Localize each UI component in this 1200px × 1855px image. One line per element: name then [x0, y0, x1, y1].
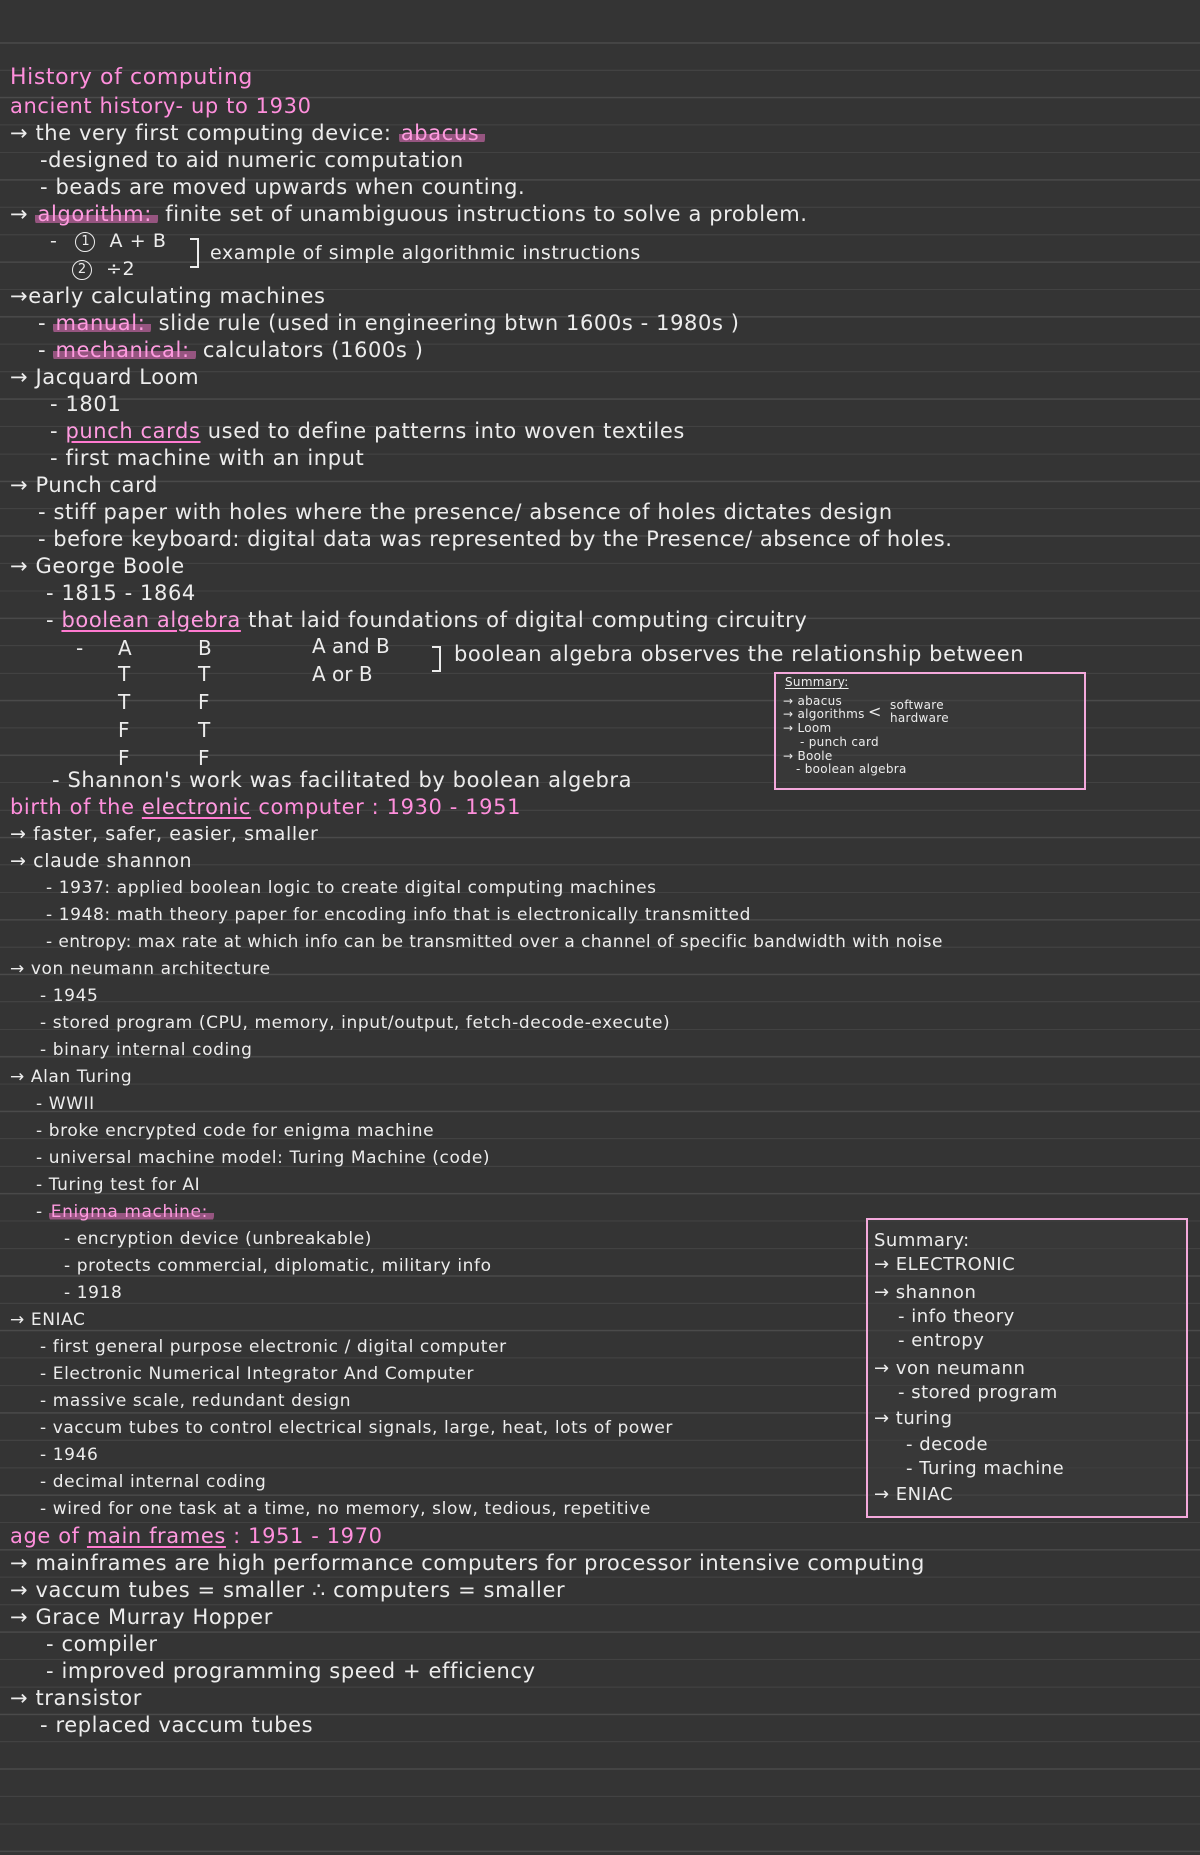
section-heading-ancient-history: ancient history- up to 1930 — [10, 94, 312, 118]
highlighted-term: Enigma machine: — [49, 1202, 214, 1222]
branch-arrow: < — [868, 702, 882, 721]
note-text: A + B — [109, 230, 167, 252]
summary-box-2 — [866, 1218, 1188, 1518]
note-line: boolean algebra observes the relationship between — [454, 642, 1025, 666]
note-line — [46, 607, 807, 633]
table-cell: T — [198, 718, 211, 742]
table-op-or: A or B — [312, 662, 373, 686]
bracket — [190, 238, 199, 268]
note-line: - Shannon's work was facilitated by boolean algebra — [52, 768, 633, 792]
note-line: - universal machine model: Turing Machine (code) — [36, 1148, 491, 1168]
note-line: - 1801 — [50, 392, 122, 416]
table-cell: F — [118, 746, 130, 770]
note-text: - — [38, 338, 54, 362]
note-line: - 1937: applied boolean logic to create digital computing machines — [46, 878, 657, 898]
note-line: → claude shannon — [10, 850, 193, 872]
summary-item: → algorithms — [783, 707, 865, 721]
summary-item: → Boole — [783, 749, 833, 763]
note-line: - improved programming speed + efficiency — [46, 1659, 536, 1683]
note-line: - massive scale, redundant design — [40, 1391, 352, 1411]
summary-item: → Loom — [783, 721, 832, 735]
summary-item: - Turing machine — [906, 1458, 1065, 1479]
summary-title: Summary: — [785, 675, 849, 689]
note-text: slide rule (used in engineering btwn 1600s - 1980s ) — [151, 311, 740, 335]
note-line: - broke encrypted code for enigma machine — [36, 1121, 435, 1141]
note-line: → transistor — [10, 1686, 142, 1710]
note-line: → mainframes are high performance computers for processor intensive computing — [10, 1551, 925, 1575]
summary-item: → ENIAC — [874, 1484, 954, 1505]
note-line: - first general purpose electronic / digital computer — [40, 1337, 507, 1357]
summary-branch: hardware — [890, 711, 949, 725]
note-text: that laid foundations of digital computing circuitry — [240, 608, 808, 632]
table-cell: F — [198, 746, 210, 770]
note-text: finite set of unambiguous instructions to solve a problem. — [157, 202, 808, 226]
note-text: - — [50, 419, 66, 443]
note-line: - compiler — [46, 1632, 158, 1656]
summary-item: - entropy — [898, 1330, 985, 1351]
note-line: - wired for one task at a time, no memory, slow, tedious, repetitive — [40, 1499, 651, 1519]
table-op-and: A and B — [312, 634, 390, 658]
note-line: - beads are moved upwards when counting. — [40, 175, 526, 199]
summary-box-1 — [774, 672, 1086, 790]
note-line: - 1946 — [40, 1445, 99, 1465]
highlighted-term: algorithm: — [35, 202, 157, 226]
note-text: used to define patterns into woven textiles — [200, 419, 685, 443]
note-line: - entropy: max rate at which info can be transmitted over a channel of specific bandwidth with noise — [46, 932, 943, 952]
heading-text: birth of the — [10, 795, 142, 819]
summary-item: - info theory — [898, 1306, 1015, 1327]
note-text: ÷2 — [106, 258, 136, 280]
page-title: History of computing — [10, 65, 253, 90]
note-line: - 1918 — [64, 1283, 123, 1303]
note-line: - before keyboard: digital data was represented by the Presence/ absence of holes. — [38, 527, 953, 551]
heading-text: computer : 1930 - 1951 — [251, 795, 522, 819]
note-line: → faster, safer, easier, smaller — [10, 823, 319, 845]
note-line: → Alan Turing — [10, 1067, 133, 1087]
note-line: → ENIAC — [10, 1310, 86, 1330]
note-line: - binary internal coding — [40, 1040, 253, 1060]
bracket — [432, 646, 441, 672]
table-cell: T — [118, 690, 131, 714]
highlighted-term: manual: — [53, 311, 151, 335]
note-text: - — [50, 230, 58, 252]
summary-title: Summary: — [874, 1230, 970, 1251]
circled-number: 2 — [72, 260, 92, 280]
note-line: - stiff paper with holes where the presence/ absence of holes dictates design — [38, 500, 893, 524]
section-heading-electronic — [10, 794, 521, 820]
note-line: - stored program (CPU, memory, input/output, fetch-decode-execute) — [40, 1013, 671, 1033]
underlined-term: boolean algebra — [61, 608, 241, 632]
summary-item: → ELECTRONIC — [874, 1254, 1016, 1275]
note-line: → Jacquard Loom — [10, 365, 200, 389]
circled-number: 1 — [75, 232, 95, 252]
highlighted-term: abacus — [399, 121, 485, 145]
note-line: - Electronic Numerical Integrator And Computer — [40, 1364, 475, 1384]
note-line: - 1948: math theory paper for encoding info that is electronically transmitted — [46, 905, 752, 925]
note-line — [50, 418, 685, 444]
heading-text: : 1951 - 1970 — [225, 1524, 383, 1548]
table-header-a: A — [118, 636, 132, 660]
note-text: - — [36, 1202, 49, 1222]
summary-item: - boolean algebra — [796, 762, 907, 776]
note-text: → the very first computing device: — [10, 121, 399, 145]
underlined-term: main frames — [86, 1524, 226, 1548]
note-line — [38, 337, 424, 363]
summary-item: → turing — [874, 1408, 953, 1429]
note-line: → Grace Murray Hopper — [10, 1605, 273, 1629]
note-line: - WWII — [36, 1094, 95, 1114]
highlighted-term: mechanical: — [53, 338, 195, 362]
note-text: calculators (1600s ) — [195, 338, 424, 362]
note-line: - replaced vaccum tubes — [40, 1713, 314, 1737]
note-line: - protects commercial, diplomatic, military info — [64, 1256, 492, 1276]
underlined-term: punch cards — [65, 419, 201, 443]
note-line: - 1945 — [40, 986, 99, 1006]
table-dash: - — [76, 636, 84, 660]
summary-item: → abacus — [783, 694, 843, 708]
note-line: →early calculating machines — [10, 284, 326, 308]
summary-item: → shannon — [874, 1282, 977, 1303]
note-line — [10, 120, 485, 146]
algorithm-example-step-2 — [72, 256, 135, 282]
table-header-b: B — [198, 636, 212, 660]
note-line — [10, 201, 808, 227]
note-line: - 1815 - 1864 — [46, 581, 196, 605]
table-cell: F — [118, 718, 130, 742]
note-text: - — [46, 608, 62, 632]
note-line: → vaccum tubes = smaller ∴ computers = smaller — [10, 1578, 566, 1602]
note-line: - decimal internal coding — [40, 1472, 267, 1492]
table-cell: T — [118, 662, 131, 686]
note-line: - first machine with an input — [50, 446, 365, 470]
note-text: → — [10, 202, 36, 226]
summary-item: → von neumann — [874, 1358, 1026, 1379]
summary-branch: software — [890, 698, 944, 712]
note-line: -designed to aid numeric computation — [40, 148, 464, 172]
note-line: → Punch card — [10, 473, 158, 497]
note-line — [36, 1199, 214, 1225]
heading-text: age of — [10, 1524, 87, 1548]
note-line: - Turing test for AI — [36, 1175, 201, 1195]
note-line — [38, 310, 740, 336]
note-text: - — [38, 311, 54, 335]
note-line: - encryption device (unbreakable) — [64, 1229, 373, 1249]
underlined-term: electronic — [141, 795, 252, 819]
summary-item: - decode — [906, 1434, 989, 1455]
algorithm-example-step-1 — [50, 228, 167, 254]
summary-item: - punch card — [800, 735, 879, 749]
note-line: → George Boole — [10, 554, 185, 578]
note-line: → von neumann architecture — [10, 959, 271, 979]
summary-item: - stored program — [898, 1382, 1058, 1403]
section-heading-mainframes — [10, 1523, 383, 1549]
note-line: - vaccum tubes to control electrical signals, large, heat, lots of power — [40, 1418, 674, 1438]
table-cell: F — [198, 690, 210, 714]
note-line: example of simple algorithmic instructions — [210, 242, 641, 264]
table-cell: T — [198, 662, 211, 686]
